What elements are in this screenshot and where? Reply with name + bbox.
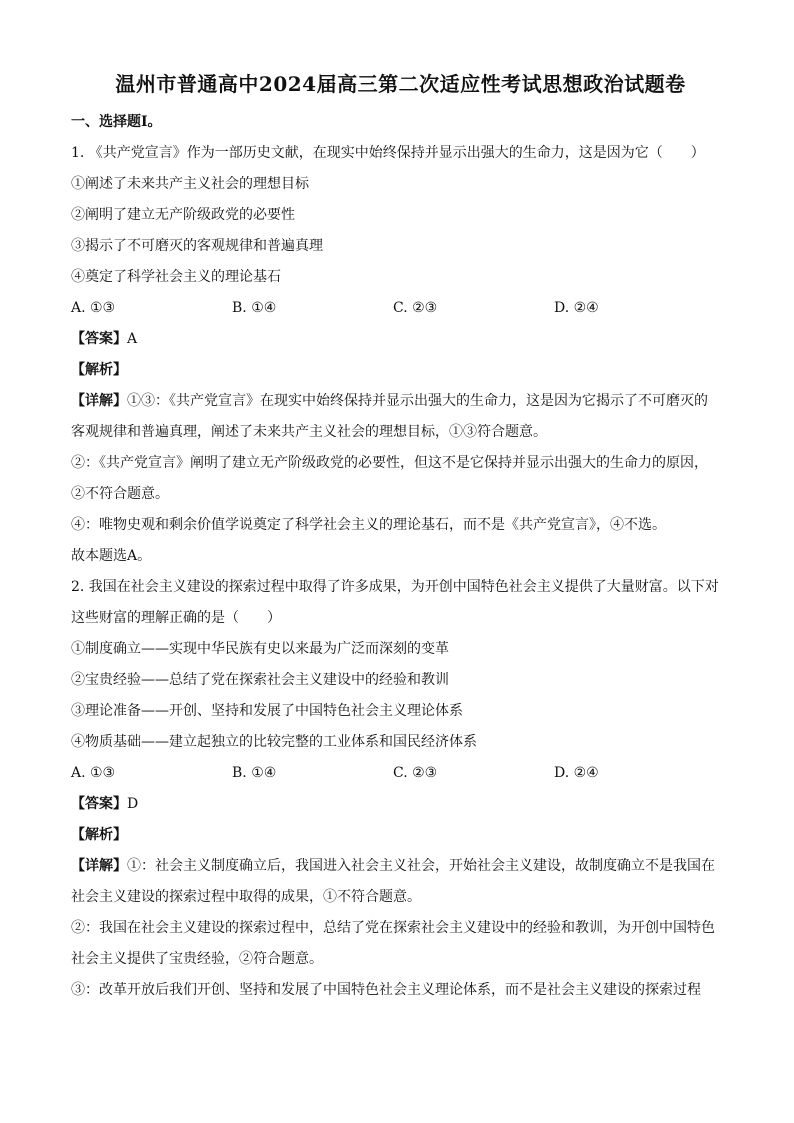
option-b: B. ①④ [232, 765, 277, 781]
statement-item: ①阐述了未来共产主义社会的理想目标 [71, 176, 309, 192]
statement-item: ③理论准备——开创、坚持和发展了中国特色社会主义理论体系 [71, 703, 463, 719]
detail-text: 客观规律和普遍真理，阐述了未来共产主义社会的理想目标，①③符合题意。 [71, 424, 547, 440]
option-a: A. ①③ [71, 765, 116, 781]
statement-item: ③揭示了不可磨灭的客观规律和普遍真理 [71, 238, 323, 254]
answer-label: 【答案】 [71, 331, 127, 347]
detail-text: ①：社会主义制度确立后，我国进入社会主义社会，开始社会主义建设，故制度确立不是我国在 [127, 858, 715, 874]
statement-item: ①制度确立——实现中华民族有史以来最为广泛而深刻的变革 [71, 641, 449, 657]
detail-label: 【详解】 [71, 858, 127, 874]
detail-text: ②：《共产党宣言》阐明了建立无产阶级政党的必要性，但这不是它保持并显示出强大的生命力的原因， [71, 455, 708, 471]
detail-text: 社会主义建设的探索过程中取得的成果，①不符合题意。 [71, 889, 421, 905]
question-stem: 2. 我国在社会主义建设的探索过程中取得了许多成果，为开创中国特色社会主义提供了大量财富。以下对 [71, 579, 719, 595]
option-d: D. ②④ [554, 300, 599, 316]
analysis-label: 【解析】 [71, 362, 127, 378]
answer-options [71, 293, 730, 324]
statement-item: ②宝贵经验——总结了党在探索社会主义建设中的经验和教训 [71, 672, 449, 688]
detail-text: 故本题选A。 [71, 548, 152, 564]
question-2 [71, 572, 730, 1006]
page-title: 温州市普通高中2024届高三第二次适应性考试思想政治试题卷 [115, 72, 686, 96]
answer-options [71, 758, 730, 789]
option-c: C. ②③ [393, 300, 438, 316]
option-d: D. ②④ [554, 765, 599, 781]
answer-label: 【答案】 [71, 796, 127, 812]
statement-item: ②阐明了建立无产阶级政党的必要性 [71, 207, 295, 223]
detail-text: ①③：《共产党宣言》在现实中始终保持并显示出强大的生命力，这是因为它揭示了不可磨灭的 [127, 393, 708, 409]
statement-item: ④物质基础——建立起独立的比较完整的工业体系和国民经济体系 [71, 734, 477, 750]
question-stem: 1. 《共产党宣言》作为一部历史文献，在现实中始终保持并显示出强大的生命力，这是因为它（ ） [71, 145, 705, 161]
option-c: C. ②③ [393, 765, 438, 781]
answer-value: D [127, 796, 139, 812]
answer-line [71, 789, 730, 820]
question-stem: 这些财富的理解正确的是（ ） [71, 610, 281, 626]
question-1 [71, 138, 730, 572]
detail-text: ②不符合题意。 [71, 486, 169, 502]
detail-text: ③：改革开放后我们开创、坚持和发展了中国特色社会主义理论体系，而不是社会主义建设的探索过程 [71, 982, 701, 998]
detail-text: ②：我国在社会主义建设的探索过程中，总结了党在探索社会主义建设中的经验和教训，为开创中国特色 [71, 920, 715, 936]
option-a: A. ①③ [71, 300, 116, 316]
option-b: B. ①④ [232, 300, 277, 316]
section-heading: 一、选择题Ⅰ。 [71, 114, 162, 130]
answer-value: A [127, 331, 138, 347]
detail-line [71, 386, 730, 417]
answer-line [71, 324, 730, 355]
detail-text: 社会主义提供了宝贵经验，②符合题意。 [71, 951, 323, 967]
statement-item: ④奠定了科学社会主义的理论基石 [71, 269, 281, 285]
detail-label: 【详解】 [71, 393, 127, 409]
detail-text: ④：唯物史观和剩余价值学说奠定了科学社会主义的理论基石，而不是《共产党宣言》，④不选。 [71, 517, 666, 533]
detail-line [71, 851, 730, 882]
analysis-label: 【解析】 [71, 827, 127, 843]
